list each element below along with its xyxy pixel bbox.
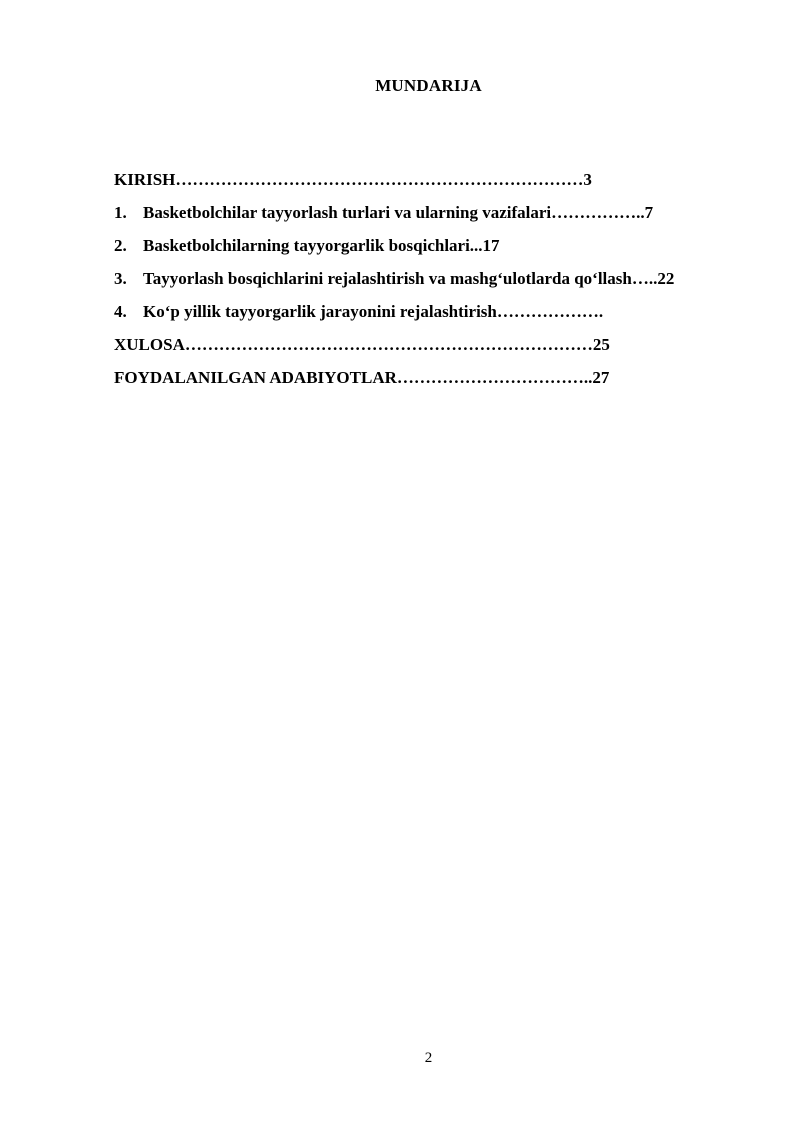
- toc-entry-text: Ko‘p yillik tayyorgarlik jarayonini rejalashtirish……………….: [143, 302, 604, 321]
- toc-entry-text: Tayyorlash bosqichlarini rejalashtirish va mashg‘ulotlarda qo‘llash…..22: [143, 269, 675, 288]
- toc-entry-number: 3.: [114, 269, 127, 288]
- toc-entry-adabiyotlar[interactable]: [114, 361, 754, 394]
- page-title: MUNDARIJA: [375, 76, 482, 95]
- toc-entry-3[interactable]: [114, 262, 754, 295]
- toc-entry-number: 2.: [114, 236, 127, 255]
- toc-entry-text: KIRISH………………………………………………………………3: [114, 170, 592, 189]
- toc-entry-text: XULOSA………………………………………………………………25: [114, 335, 610, 354]
- toc-entry-1[interactable]: [114, 196, 754, 229]
- toc-entry-kirish[interactable]: [114, 163, 754, 196]
- toc-entry-number: 4.: [114, 302, 127, 321]
- toc-entry-2[interactable]: [114, 229, 754, 262]
- toc-entry-text: FOYDALANILGAN ADABIYOTLAR……………………………..27: [114, 368, 610, 387]
- toc-entry-number: 1.: [114, 203, 127, 222]
- toc-entry-text: Basketbolchilarning tayyorgarlik bosqichlari...17: [143, 236, 500, 255]
- toc-entry-xulosa[interactable]: [114, 328, 754, 361]
- page-number: 2: [424, 1050, 433, 1066]
- toc-entry-4[interactable]: [114, 295, 754, 328]
- toc-entry-text: Basketbolchilar tayyorlash turlari va ularning vazifalari……………..7: [143, 203, 654, 222]
- table-of-contents: [114, 163, 754, 394]
